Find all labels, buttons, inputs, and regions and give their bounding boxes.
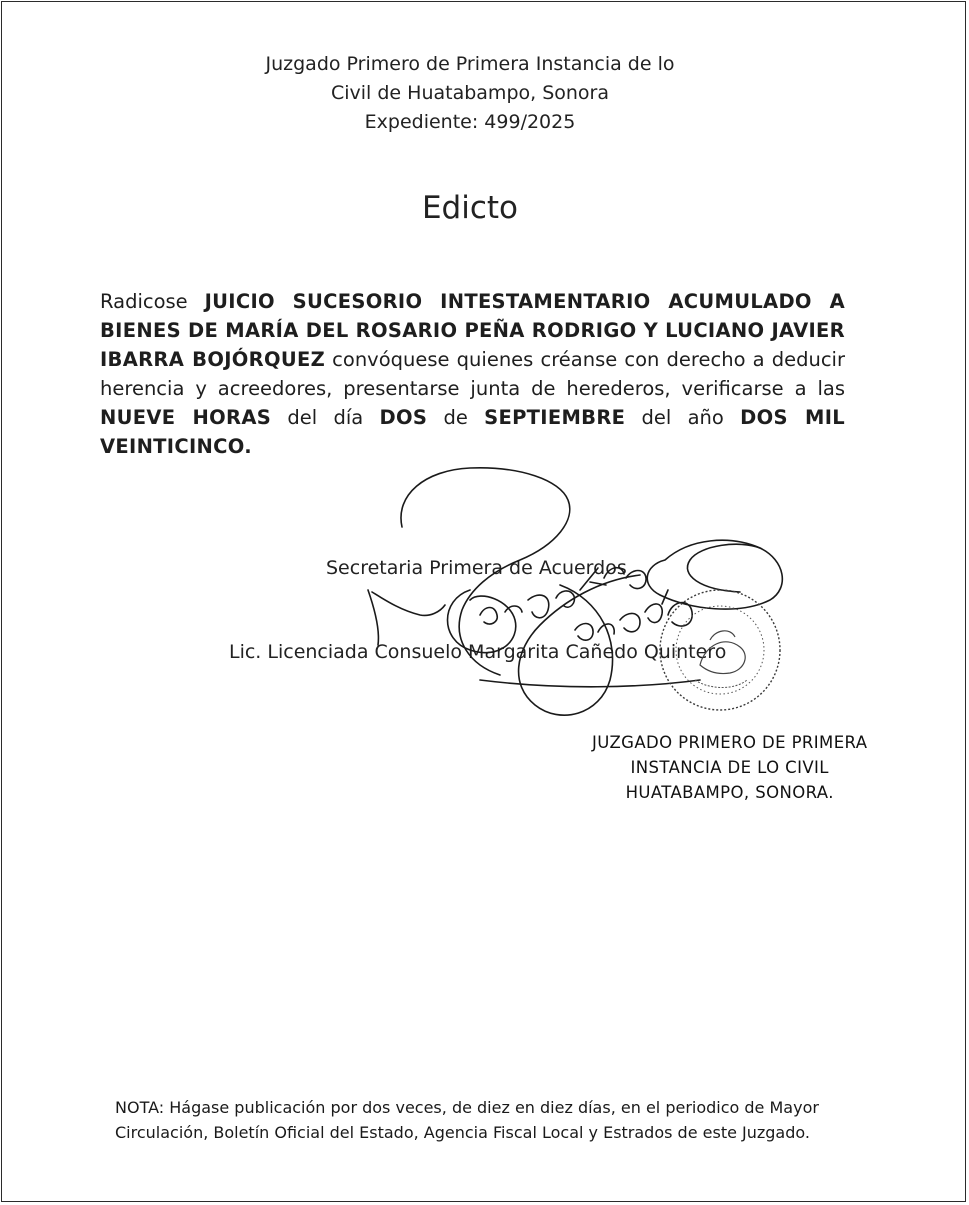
document-title: Edicto xyxy=(421,190,519,226)
body-text-4: de xyxy=(427,406,485,429)
court-stamp-text xyxy=(592,730,867,805)
court-seal xyxy=(655,585,785,715)
body-bold-year: DOS MIL VEINTICINCO. xyxy=(100,406,845,458)
body-bold-day: DOS xyxy=(379,406,428,429)
page-frame xyxy=(1,1,966,1202)
nota-line2: Circulación, Boletín Oficial del Estado, Agencia Fiscal Local y Estrados de este Juzgado. xyxy=(115,1123,810,1142)
body-text-1: Radicose xyxy=(100,290,205,313)
publication-note xyxy=(115,1095,860,1145)
document-header xyxy=(0,50,940,137)
signer-name: Lic. Licenciada Consuelo Margarita Cañedo Quintero xyxy=(229,641,727,663)
body-text-5: del año xyxy=(625,406,741,429)
expediente-number: Expediente: 499/2025 xyxy=(364,111,576,133)
court-stamp-line1: JUZGADO PRIMERO DE PRIMERA xyxy=(592,733,868,752)
court-name-line2: Civil de Huatabampo, Sonora xyxy=(330,82,610,104)
body-bold-case: JUICIO SUCESORIO INTESTAMENTARIO ACUMULADO A BIENES DE MARÍA DEL ROSARIO PEÑA RODRIGO Y LUCIANO JAVIER IBARRA BOJÓRQUEZ xyxy=(100,290,846,371)
signer-role: Secretaria Primera de Acuerdos xyxy=(326,557,627,579)
nota-line1: NOTA: Hágase publicación por dos veces, de diez en diez días, en el periodico de Mayor xyxy=(115,1098,819,1117)
body-bold-month: SEPTIEMBRE xyxy=(484,406,626,429)
court-stamp-line3: HUATABAMPO, SONORA. xyxy=(625,783,834,802)
court-name-line1: Juzgado Primero de Primera Instancia de lo xyxy=(265,53,675,75)
court-stamp-line2: INSTANCIA DE LO CIVIL xyxy=(630,758,829,777)
body-bold-time: NUEVE HORAS xyxy=(100,406,272,429)
edict-body xyxy=(100,287,845,461)
body-text-3: del día xyxy=(271,406,380,429)
body-text-2: convóquese quienes créanse con derecho a deducir herencia y acreedores, presentarse junta de herederos, verificarse a las xyxy=(100,348,845,400)
